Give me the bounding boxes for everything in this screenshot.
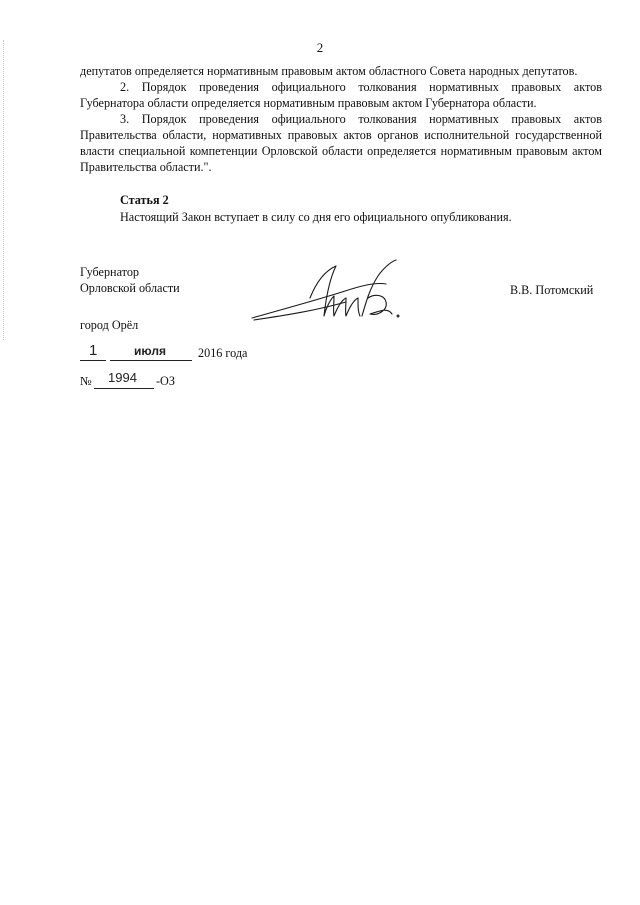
number-prefix: №	[80, 374, 92, 388]
number-line	[80, 370, 280, 392]
signature-image	[250, 258, 410, 330]
number-value: 1994	[108, 370, 137, 385]
paragraph-continuation: депутатов определяется нормативным правовым актом областного Совета народных депутатов.	[80, 64, 578, 78]
page-number: 2	[316, 40, 324, 55]
signatory-name: В.В. Потомский	[510, 283, 594, 297]
signatory-title-line2: Орловской области	[80, 281, 180, 295]
body-text	[80, 63, 602, 175]
date-line	[80, 342, 380, 364]
signatory-title-line1: Губернатор	[80, 265, 140, 279]
day-value: 1	[89, 342, 98, 359]
number-suffix: -ОЗ	[156, 374, 175, 388]
year-text: 2016 года	[198, 346, 248, 360]
city: город Орёл	[80, 318, 139, 332]
article-heading: Статья 2	[120, 193, 169, 207]
paragraph-3: 3. Порядок проведения официального толкования нормативных правовых актов Правительства области, нормативных правовых актов органов исполнительной государственной власти специальной компетенции Орловской области определяется нормативным правовым актом Правительства области.".	[80, 112, 602, 174]
margin-line	[3, 40, 5, 340]
month-value: июля	[134, 344, 166, 358]
signatory-title	[80, 264, 180, 296]
paragraph-2: 2. Порядок проведения официального толкования нормативных правовых актов Губернатора области определяется нормативным правовым актом Губернатора области.	[80, 80, 602, 110]
article-text: Настоящий Закон вступает в силу со дня его официального опубликования.	[120, 210, 512, 224]
